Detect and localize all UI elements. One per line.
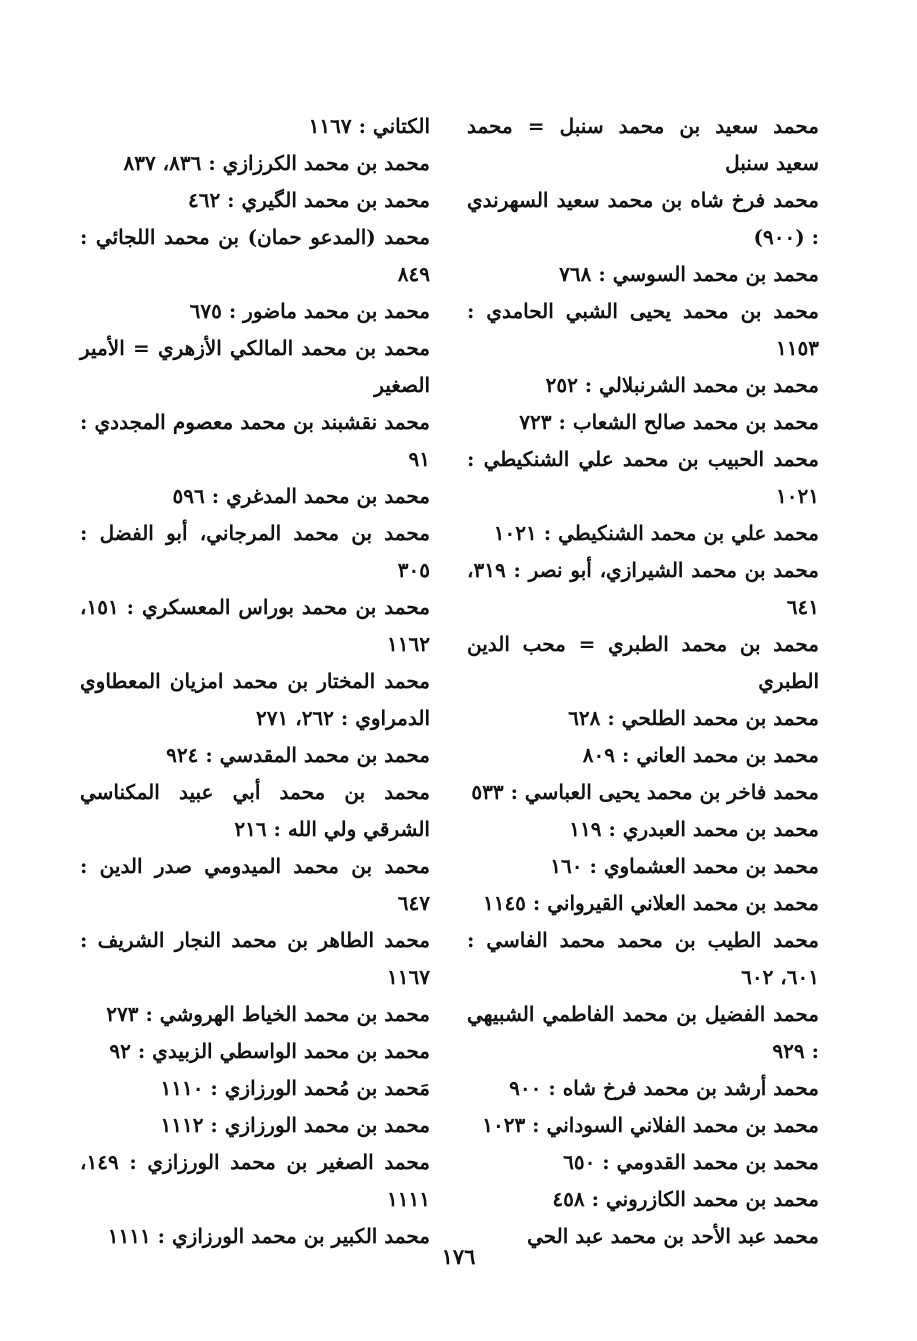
index-entry: الكتاني : ١١٦٧ — [308, 114, 430, 138]
index-entry: محمد علي بن محمد الشنكيطي : ١٠٢١ — [493, 521, 819, 545]
index-entry: محمد بن محمد صالح الشعاب : ٧٢٣ — [519, 410, 819, 434]
index-entry: محمد الكبير بن محمد الورزازي : ١١١١ — [107, 1224, 430, 1248]
index-entry: محمد بن محمد المدغري : ٥٩٦ — [172, 484, 430, 508]
index-entry: محمد بن محمد المرجاني، أبو الفضل : ٣٠٥ — [80, 521, 430, 582]
index-entry: محمد بن محمد الشيرازي، أبو نصر : ٣١٩، ٦٤١ — [467, 558, 819, 619]
index-entry: محمد عبد الأحد بن محمد عبد الحي — [527, 1224, 819, 1248]
index-entry: محمد الصغير بن محمد الورزازي : ١٤٩، ١١١١ — [80, 1150, 430, 1211]
index-entry: محمد فاخر بن محمد يحيى العباسي : ٥٣٣ — [471, 780, 819, 804]
index-entry: محمد الفضيل بن محمد الفاطمي الشبيهي : ٩٢٩ — [467, 1002, 819, 1063]
index-entry: محمد المختار بن محمد امزيان المعطاوي الدمراوي : ٢٦٢، ٢٧١ — [80, 669, 430, 730]
index-entry: محمد بن محمد الورزازي : ١١١٢ — [160, 1113, 430, 1137]
index-entry: محمد فرخ شاه بن محمد سعيد السهرندي : (٩٠٠) — [467, 188, 819, 249]
index-entry: محمد بن محمد العاني : ٨٠٩ — [582, 743, 819, 767]
index-entry: محمد بن محمد الشرنبلالي : ٢٥٢ — [545, 373, 819, 397]
index-entry: محمد سعيد بن محمد سنبل = محمد سعيد سنبل — [467, 114, 819, 175]
index-entry: محمد (المدعو حمان) بن محمد اللجائي : ٨٤٩ — [80, 225, 430, 286]
index-entry: محمد الحبيب بن محمد علي الشنكيطي : ١٠٢١ — [467, 447, 819, 508]
index-entry: محمد بن محمد يحيى الشبي الحامدي : ١١٥٣ — [467, 299, 819, 360]
index-entry: محمد بن محمد الطلحي : ٦٢٨ — [568, 706, 819, 730]
index-entry: محمد بن محمد الطبري = محب الدين الطبري — [467, 632, 819, 693]
index-entry: محمد بن محمد الخياط الهروشي : ٢٧٣ — [106, 1002, 430, 1026]
index-entry: محمد بن محمد الگيري : ٤٦٢ — [187, 188, 430, 212]
index-entry: محمد الطيب بن محمد محمد الفاسي : ٦٠١، ٦٠٢ — [467, 928, 819, 989]
index-column-right — [467, 108, 819, 1255]
index-entry: محمد بن محمد القدومي : ٦٥٠ — [563, 1150, 819, 1174]
index-entry: محمد بن محمد العبدري : ١١٩ — [569, 817, 819, 841]
index-entry: محمد بن محمد الكرزازي : ٨٣٦، ٨٣٧ — [123, 151, 430, 175]
index-entry: محمد أرشد بن محمد فرخ شاه : ٩٠٠ — [509, 1076, 819, 1100]
index-entry: محمد بن محمد بوراس المعسكري : ١٥١، ١١٦٢ — [80, 595, 430, 656]
index-entry: محمد بن محمد المقدسي : ٩٢٤ — [166, 743, 430, 767]
index-entry: مَحمد بن مُحمد الورزازي : ١١١٠ — [160, 1076, 430, 1100]
index-entry: محمد بن محمد السوسي : ٧٦٨ — [559, 262, 819, 286]
index-column-left — [80, 108, 430, 1255]
index-entry: محمد بن محمد الكازروني : ٤٥٨ — [552, 1187, 819, 1211]
index-entry: محمد نقشبند بن محمد معصوم المجددي : ٩١ — [80, 410, 430, 471]
index-entry: محمد بن محمد الفلاني السوداني : ١٠٢٣ — [482, 1113, 819, 1137]
page-number: ١٧٦ — [441, 1244, 476, 1269]
index-entry: محمد بن محمد ماضور : ٦٧٥ — [189, 299, 430, 323]
index-entry: محمد بن محمد الواسطي الزبيدي : ٩٢ — [109, 1039, 430, 1063]
index-entry: محمد بن محمد أبي عبيد المكناسي الشرقي ولي الله : ٢١٦ — [80, 780, 430, 841]
index-entry: محمد بن محمد العشماوي : ١٦٠ — [550, 854, 819, 878]
index-entry: محمد بن محمد العلاني القيرواني : ١١٤٥ — [482, 891, 819, 915]
index-entry: محمد بن محمد الميدومي صدر الدين : ٦٤٧ — [80, 854, 430, 915]
index-entry: محمد الطاهر بن محمد النجار الشريف : ١١٦٧ — [80, 928, 430, 989]
index-entry: محمد بن محمد المالكي الأزهري = الأمير الصغير — [80, 336, 430, 397]
